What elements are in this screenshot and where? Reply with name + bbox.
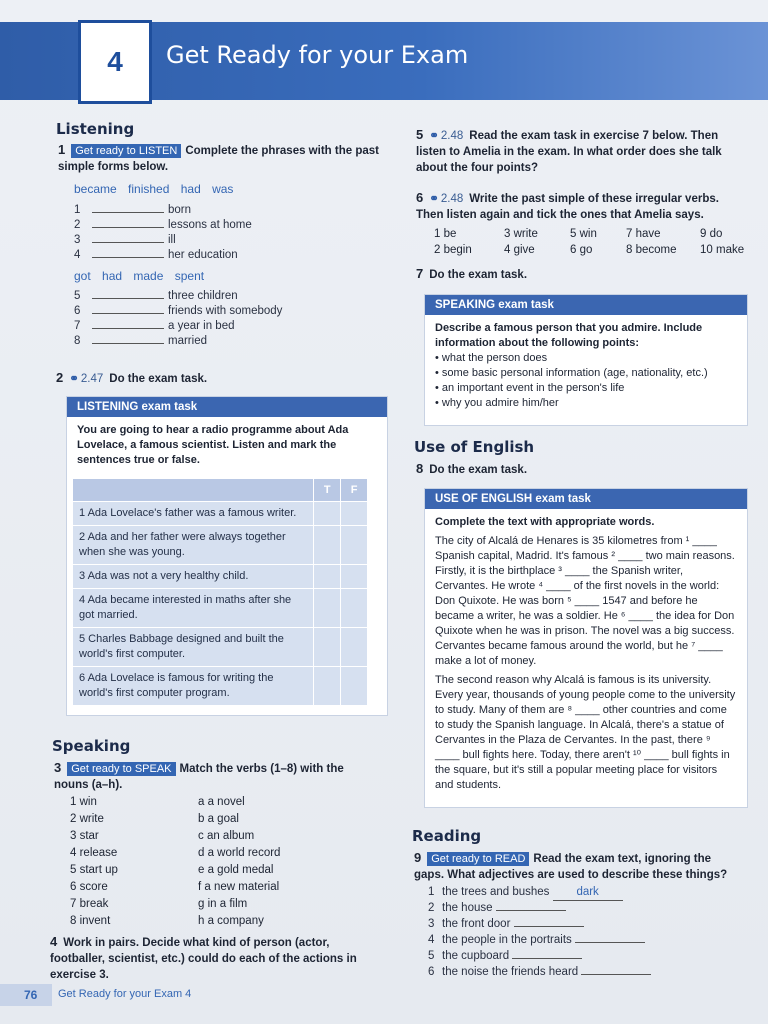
speaking-task-box	[424, 294, 748, 426]
get-ready-tag: Get ready to SPEAK	[67, 762, 175, 776]
table-row: 6 Ada Lovelace is famous for writing the world's first computer program.	[73, 667, 368, 706]
nouns-list: a a novel b a goal c an album d a world record e a gold medal f a new material g in a film h a company	[198, 796, 281, 927]
cloze-paragraph-1: The city of Alcalá de Henares is 35 kilometres from ¹ ____ Spanish capital, Madrid. It's famous ² ____ two main reasons. Firstly, it is the birthplace ³ ____ the Spanish writer, Cervantes. He wrote ⁴ ____ of the first novels in the world: Don Quixote. He was born ⁵ ____ 1547 and before he became a writer, he was a soldier. He ⁶ ____ the idea for Don Quixote when he was in prison. The novel was a big success. Cervantes became famous around the world, but he ⁷ ____ make a lot of money.	[435, 535, 735, 667]
exercise-3: 3 Get ready to SPEAK Match the verbs (1–8) with the nouns (a–h).	[54, 760, 344, 791]
verbs-list: 1 win 2 write 3 star 4 release 5 start up 6 score 7 break 8 invent	[70, 796, 118, 927]
phrase-item: 4 her education	[74, 249, 238, 261]
false-cell[interactable]	[341, 628, 368, 667]
bullet-item: • why you admire him/her	[435, 397, 559, 409]
answer-field[interactable]	[575, 942, 645, 943]
cloze-paragraph-2: The second reason why Alcalá is famous is its university. Every year, thousands of young people come to the university to study. Many of them are ⁸ ____ other countries and come to study the Spanish language. In Alcalá, there's a statue of Cervantes in the Plaza de Cervantes. In the past, there ⁹ ____ bull fights here. Today, there aren't ¹⁰ ____ bull fights in the square, but it's still a popular meeting place for visitors and students.	[435, 674, 736, 791]
false-cell[interactable]	[341, 565, 368, 589]
false-cell[interactable]	[341, 667, 368, 706]
answer-field[interactable]	[512, 958, 582, 959]
exercise-6: 6 ⚭ 2.48 Write the past simple of these irregular verbs. Then listen again and tick the ones that Amelia says.	[416, 190, 719, 221]
table-row: 1 Ada Lovelace's father was a famous writer.	[73, 502, 368, 526]
reading-item: 1 the trees and bushes dark	[428, 885, 623, 901]
reading-item: 2 the house	[428, 901, 566, 916]
answer-field[interactable]	[581, 974, 651, 975]
phrase-item: 5 three children	[74, 290, 238, 302]
reading-item: 3 the front door	[428, 917, 584, 932]
word-bank-a: became finished had was	[74, 182, 234, 196]
false-cell[interactable]	[341, 589, 368, 628]
exercise-7: 7 Do the exam task.	[416, 266, 528, 281]
get-ready-tag: Get ready to LISTEN	[71, 144, 181, 158]
phrase-item: 2 lessons at home	[74, 219, 252, 231]
true-cell[interactable]	[314, 565, 341, 589]
audio-icon[interactable]: ⚭	[69, 373, 79, 385]
footer-title: Get Ready for your Exam 4	[58, 988, 192, 1000]
exercise-8: 8 Do the exam task.	[416, 461, 528, 476]
true-false-table	[72, 478, 368, 706]
reading-item: 6 the noise the friends heard	[428, 965, 651, 980]
irregular-verbs-row-2: 2 begin 4 give 6 go 8 become 10 make	[434, 244, 745, 256]
bullet-item: • some basic personal information (age, nationality, etc.)	[435, 367, 708, 379]
table-row: 2 Ada and her father were always together when she was young.	[73, 526, 368, 565]
table-row: 3 Ada was not a very healthy child.	[73, 565, 368, 589]
task-instruction: Complete the text with appropriate words.	[435, 516, 655, 528]
speaking-heading: Speaking	[52, 737, 131, 755]
exercise-instruction: Complete the phrases with the past simple forms below.	[58, 145, 379, 173]
phrase-item: 8 married	[74, 335, 207, 347]
answer-field[interactable]: dark	[553, 885, 623, 901]
audio-icon[interactable]: ⚭	[429, 130, 439, 142]
word-bank-b: got had made spent	[74, 269, 205, 283]
table-row: 5 Charles Babbage designed and built the world's first computer.	[73, 628, 368, 667]
exercise-9: 9 Get ready to READ Read the exam text, ignoring the gaps. What adjectives are used to describe these things?	[414, 850, 728, 881]
bullet-item: • what the person does	[435, 352, 548, 364]
col-true: T	[314, 479, 341, 502]
phrase-item: 6 friends with somebody	[74, 305, 283, 317]
phrase-item: 7 a year in bed	[74, 320, 235, 332]
irregular-verbs-row-1: 1 be 3 write 5 win 7 have 9 do	[434, 228, 723, 240]
unit-number: 4	[107, 46, 123, 77]
reading-item: 4 the people in the portraits	[428, 933, 645, 948]
phrase-item: 1 born	[74, 204, 192, 216]
false-cell[interactable]	[341, 502, 368, 526]
task-title: SPEAKING exam task	[425, 295, 747, 315]
true-cell[interactable]	[314, 589, 341, 628]
answer-field[interactable]	[496, 910, 566, 911]
reading-item: 5 the cupboard	[428, 949, 582, 964]
use-of-english-heading: Use of English	[414, 438, 535, 456]
task-title: LISTENING exam task	[67, 397, 387, 417]
exercise-number: 1	[58, 142, 66, 157]
false-cell[interactable]	[341, 526, 368, 565]
bullet-item: • an important event in the person's life	[435, 382, 625, 394]
get-ready-tag: Get ready to READ	[427, 852, 529, 866]
track-number: 2.47	[80, 373, 104, 385]
audio-icon[interactable]: ⚭	[429, 193, 439, 205]
true-cell[interactable]	[314, 667, 341, 706]
true-cell[interactable]	[314, 628, 341, 667]
task-instruction: You are going to hear a radio programme about Ada Lovelace, a famous scientist. Listen and mark the sentences true or false.	[77, 424, 349, 466]
true-cell[interactable]	[314, 526, 341, 565]
use-of-english-task-box	[424, 488, 748, 808]
col-false: F	[341, 479, 368, 502]
answer-field[interactable]	[514, 926, 584, 927]
page-title: Get Ready for your Exam	[166, 41, 469, 69]
reading-heading: Reading	[412, 827, 482, 845]
task-title: USE OF ENGLISH exam task	[425, 489, 747, 509]
unit-number-box	[78, 20, 152, 104]
exercise-1	[58, 142, 388, 175]
phrase-item: 3 ill	[74, 234, 176, 246]
exercise-4: 4 Work in pairs. Decide what kind of person (actor, footballer, scientist, etc.) could do each of the actions in exercise 3.	[50, 934, 357, 981]
listening-heading: Listening	[56, 120, 135, 138]
exercise-5: 5 ⚭ 2.48 Read the exam task in exercise 7 below. Then listen to Amelia in the exam. In what order does she talk about the four points?	[416, 127, 722, 174]
true-cell[interactable]	[314, 502, 341, 526]
task-instruction: Describe a famous person that you admire. Include information about the following points:	[435, 322, 703, 349]
page-number: 76	[24, 988, 38, 1002]
exercise-2: 2 ⚭ 2.47 Do the exam task.	[56, 370, 208, 385]
table-row: 4 Ada became interested in maths after she got married.	[73, 589, 368, 628]
